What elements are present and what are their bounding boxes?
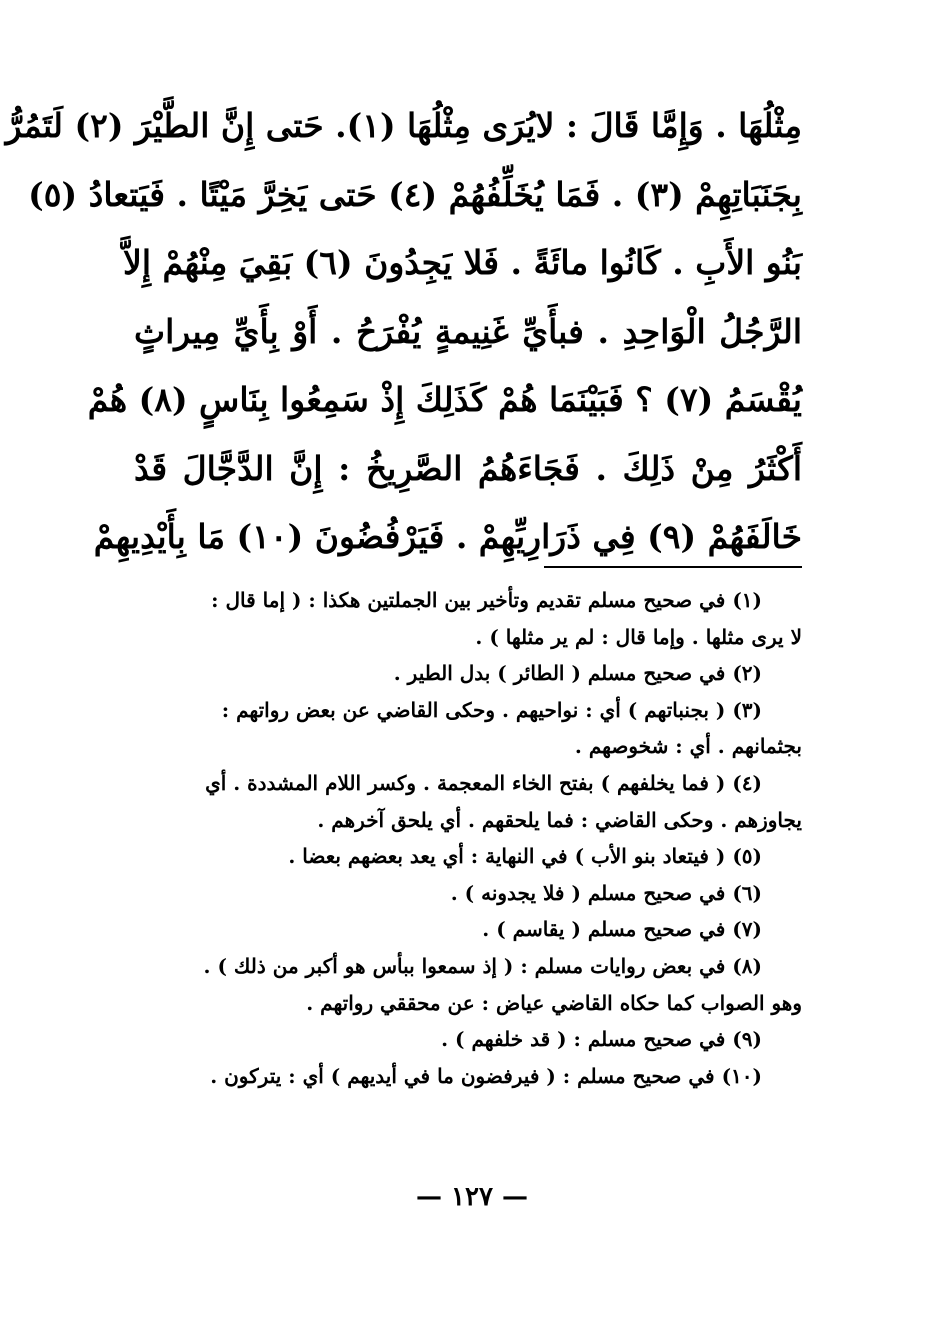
main-text-line: بَنُو الأَبِ . كَانُوا مائَةً . فَلا يَجِدُونَ (٦) بَقِيَ مِنْهُمْ إِلاَّ [123,243,802,282]
main-text-line: بِجَنَبَاتِهِمْ (٣) . فَمَا يُخَلِّفُهُمْ (٤) حَتى يَخِرَّ مَيْتًا . فَيَتعادُ (٥) [28,174,802,214]
footnote-line: (٧) في صحيح مسلم ( يقاسم ) . [482,917,762,942]
main-text-line: يُقْسَمُ (٧) ؟ فَبَيْنَمَا هُمْ كَذَلِكَ إِذْ سَمِعُوا بِنَاسٍ (٨) هُمْ [87,380,802,419]
main-text-block [5,92,802,572]
main-text-line: أَكْثَرُ مِنْ ذَلِكَ . فَجَاءَهُمُ الصَّرِيخُ : إِنَّ الدَّجَّالَ قَدْ [134,448,802,488]
footnote-line: وهو الصواب كما حكاه القاضي عياض : عن محققي رواتهم . [306,990,802,1015]
footnote-line: (٣) ( بجنباتهم ) أي : نواحيهم . وحكى القاضي عن بعض رواتهم : [221,697,762,722]
footnote-line: بجثمانهم . أي : شخوصهم . [574,734,802,759]
footnote-line: (١٠) في صحيح مسلم : ( فيرفضون ما في أيديهم ) أي : يتركون . [210,1063,762,1088]
footnote-line: (٨) في بعض روايات مسلم : ( إذ سمعوا ببأس هو أكبر من ذلك ) . [203,953,762,978]
main-text-line: مِثْلُهَا . وَإِمَّا قَالَ : لايُرَى مِثْلُهَا (١). حَتى إِنَّ الطَّيْرَ (٢) لَتَمُرُّ [5,106,802,145]
footnote-line: (٥) ( فيتعاد بنو الأب ) في النهاية : أي يعد بعضهم بعضا . [288,844,762,869]
footnote-line: (١) في صحيح مسلم تقديم وتأخير بين الجملتين هكذا : ( إما قال : [211,588,762,612]
footnote-line: (٢) في صحيح مسلم ( الطائر ) بدل الطير . [393,661,762,686]
footnote-line: (٩) في صحيح مسلم : ( قد خلفهم ) . [441,1027,762,1052]
footnote-line: (٦) في صحيح مسلم ( فلا يجدونه ) . [450,880,762,905]
footnote-separator [544,566,802,568]
footnotes-block [134,582,802,1094]
main-text-line: خَالَفَهُمْ (٩) فِي ذَرَارِيِّهِمْ . فَيَرْفُضُونَ (١٠) مَا بِأَيْدِيهِمْ [93,517,802,556]
footnote-line: لا يرى مثلها . وإما قال : لم ير مثلها ) . [475,624,802,649]
footnote-line: يجاوزهم . وحكى القاضي : فما يلحقهم . أي يلحق آخرهم . [317,807,802,832]
page-number: — ١٢٧ — [415,1182,529,1212]
footnote-line: (٤) ( فما يخلفهم ) بفتح الخاء المعجمة . وكسر اللام المشددة . أي [205,770,762,795]
main-text-line: الرَّجُلُ الْوَاحِدِ . فبأَيِّ غَنِيمةٍ يُفْرَحُ . أَوْ بِأَيِّ مِيراثٍ [134,311,802,351]
